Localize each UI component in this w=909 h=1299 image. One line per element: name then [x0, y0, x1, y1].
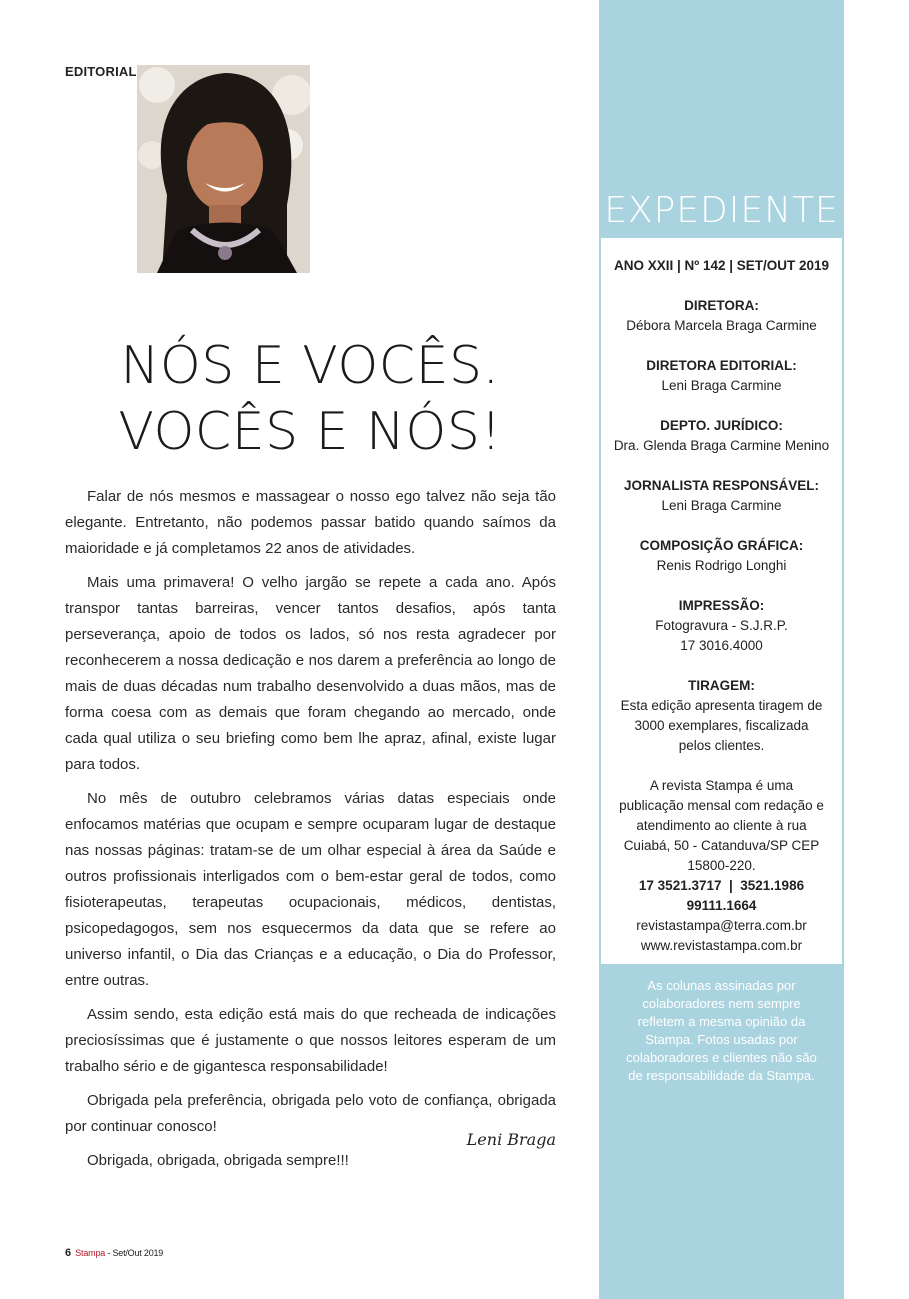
- article-paragraph: Obrigada, obrigada, obrigada sempre!!!: [87, 1152, 349, 1169]
- credit-block-journalist: [601, 476, 842, 516]
- credit-label: DIRETORA:: [684, 298, 759, 313]
- credit-value: Leni Braga Carmine: [661, 378, 782, 393]
- credit-value: Renis Rodrigo Longhi: [656, 558, 787, 573]
- credit-label: COMPOSIÇÃO GRÁFICA:: [639, 538, 804, 553]
- page-number: 6: [65, 1247, 71, 1259]
- credit-value: Fotogravura - S.J.R.P.: [655, 618, 788, 633]
- expediente-content: [601, 256, 842, 956]
- credit-label: JORNALISTA RESPONSÁVEL:: [623, 478, 820, 493]
- article-body: [65, 484, 556, 1182]
- credit-block-circulation: [601, 676, 842, 756]
- contact-email[interactable]: revistastampa@terra.com.br: [636, 918, 807, 933]
- disclaimer: As colunas assinadas por colaboradores nem sempre refletem a mesma opinião da Stampa. Fotos usadas por colaboradores e clientes não são de responsabilidade da Stampa.: [626, 978, 817, 1083]
- credit-block-director: [601, 296, 842, 336]
- credit-block-printing: [601, 596, 842, 656]
- article-paragraph: Obrigada pela preferência, obrigada pelo voto de confiança, obrigada por continuar conosco!: [65, 1092, 556, 1135]
- contact-phone-2: 99111.1664: [686, 898, 757, 913]
- credit-value: Leni Braga Carmine: [661, 498, 782, 513]
- credit-value: Esta edição apresenta tiragem de 3000 exemplares, fiscalizada pelos clientes.: [620, 698, 823, 753]
- credit-label: DEPTO. JURÍDICO:: [660, 418, 783, 433]
- credit-value: Débora Marcela Braga Carmine: [626, 318, 817, 333]
- issue-info: ANO XXII | Nº 142 | SET/OUT 2019: [613, 258, 830, 273]
- expediente-title: EXPEDIENTE: [604, 190, 839, 231]
- contact-phones: 17 3521.3717 | 3521.1986: [638, 878, 805, 893]
- article-paragraph: Assim sendo, esta edição está mais do que recheada de indicações preciosíssimas que é justamente o que nossos leitores esperam de um trabalho sério e de gigantesca responsabilidade!: [65, 1006, 556, 1075]
- credit-label: TIRAGEM:: [688, 678, 755, 693]
- article-paragraph: Mais uma primavera! O velho jargão se repete a cada ano. Após transpor tantas barreiras, vencer tantos desafios, após tanta perseverança, apoio de todos os lados, só nos resta agradecer por reconhecerem a nossa dedicação e nos darem a preferência ao longo de mais de duas décadas num trabalho desenvolvido a duas mãos, mas de forma coesa com as demais que foram chegando ao mercado, onde cada qual utiliza o seu briefing como bem lhe apraz, afinal, existe lugar para todos.: [65, 574, 556, 773]
- footer-brand: Stampa: [75, 1248, 106, 1258]
- article-paragraph: Falar de nós mesmos e massagear o nosso ego talvez não seja tão elegante. Entretanto, não podemos passar batido quando saímos da maioridade e já completamos 22 anos de atividades.: [65, 488, 556, 557]
- headline: [60, 333, 560, 465]
- footer-edition: - Set/Out 2019: [107, 1248, 164, 1258]
- page-footer: [65, 1247, 163, 1259]
- credit-block-editorial-director: [601, 356, 842, 396]
- credit-block-graphics: [601, 536, 842, 576]
- credit-block-legal: [601, 416, 842, 456]
- author-signature: Leni Braga: [466, 1130, 556, 1149]
- contact-website[interactable]: www.revistastampa.com.br: [640, 938, 803, 953]
- author-photo: [137, 65, 310, 273]
- credit-value-phone: 17 3016.4000: [680, 638, 763, 653]
- contact-text: A revista Stampa é uma publicação mensal com redação e atendimento ao cliente à rua Cuiabá, 50 - Catanduva/SP CEP 15800-220.: [619, 778, 824, 873]
- credit-label: DIRETORA EDITORIAL:: [646, 358, 797, 373]
- contact-block: [601, 776, 842, 956]
- article-paragraph: No mês de outubro celebramos várias datas especiais onde enfocamos matérias que ocupam e sempre ocuparam lugar de destaque nas nossas páginas: tratam-se de um olhar especial à área da Saúde e outros profissionais interligados com o bem-estar geral de todos, como fisioterapeutas, terapeutas ocupacionais, médicos, dentistas, psicopedagogos, sem nos esquecermos da data que se refere ao universo infantil, o Dia das Crianças e a educação, o Dia do Professor, entre outras.: [65, 790, 556, 989]
- headline-line-2: VOCÊS E NÓS!: [118, 402, 502, 462]
- headline-line-1: NÓS E VOCÊS.: [120, 336, 500, 396]
- section-label: EDITORIAL: [65, 64, 137, 79]
- credit-label: IMPRESSÃO:: [678, 598, 765, 613]
- credit-value: Dra. Glenda Braga Carmine Menino: [613, 438, 830, 453]
